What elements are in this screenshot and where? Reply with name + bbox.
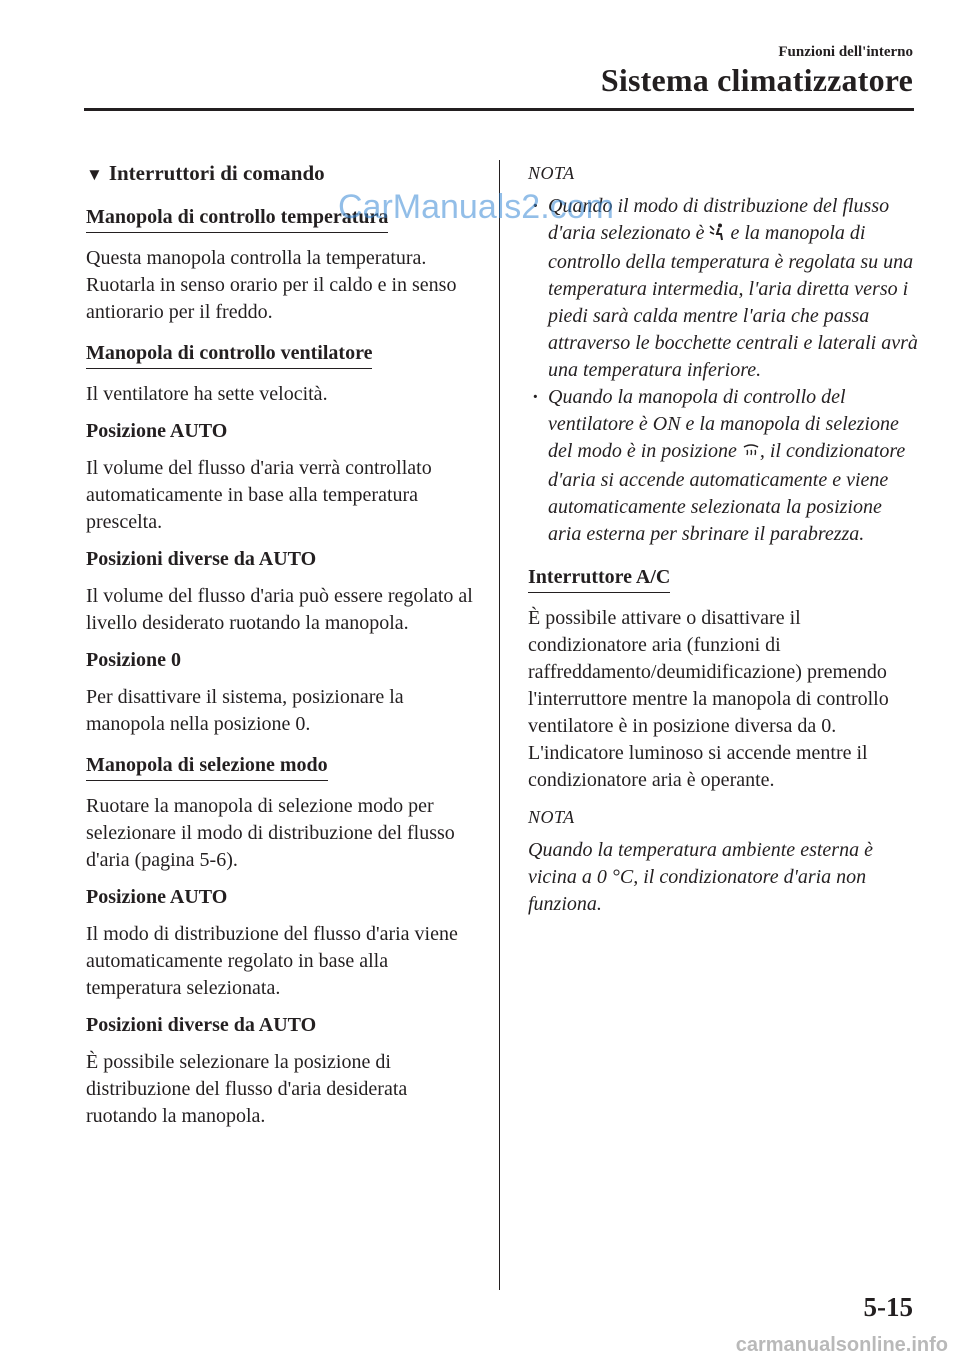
note-item-text: Quando la manopola di controllo del ventilatore è ON e la manopola di selezione del modo è in posizione [548,386,899,462]
mode-auto-label: Posizione AUTO [86,886,228,908]
mode-auto-text: Il modo di distribuzione del flusso d'aria viene automaticamente regolato in base alla temperatura selezionata. [86,923,458,999]
mode-other-label: Posizioni diverse da AUTO [86,1014,317,1036]
note-label: NOTA [528,163,575,183]
note-item-text: , il condizionatore d'aria si accende automaticamente e viene automaticamente selezionata la posizione aria esterna per sbrinare il parabrezza. [548,440,906,545]
floor-windshield-mode-icon [709,222,725,249]
fan-auto-text: Il volume del flusso d'aria verrà controllato automaticamente in base alla temperatura prescelta. [86,457,432,533]
mode-knob-text: Ruotare la manopola di selezione modo per selezionare il modo di distribuzione del flusso d'aria (pagina 5-6). [86,795,455,871]
list-item [528,384,920,548]
fan-knob-text: Il ventilatore ha sette velocità. [86,383,328,405]
fan-zero-text: Per disattivare il sistema, posizionare la manopola nella posizione 0. [86,686,404,735]
footer-watermark: carmanualsonline.info [735,1334,948,1356]
fan-knob-title: Manopola di controllo ventilatore [86,340,372,369]
mode-knob-title: Manopola di selezione modo [86,752,328,781]
header-section: Funzioni dell'interno [778,44,913,60]
watermark: CarManuals2.com [338,188,614,226]
section-heading [86,160,476,188]
note-text: Quando la temperatura ambiente esterna è vicina a 0 °C, il condizionatore d'aria non funziona. [528,839,873,915]
mode-other-text: È possibile selezionare la posizione di distribuzione del flusso d'aria desiderata ruotando la manopola. [86,1051,408,1127]
note-label: NOTA [528,807,575,827]
ac-indicator-text: L'indicatore luminoso si accende mentre il condizionatore aria è operante. [528,742,868,791]
fan-auto-label: Posizione AUTO [86,420,228,442]
note-item-text: Quando il modo di distribuzione del flusso d'aria selezionato è [548,195,890,244]
left-column [86,160,476,1140]
ac-switch-title: Interruttore A/C [528,564,670,593]
ac-switch-text: È possibile attivare o disattivare il condizionatore aria (funzioni di raffreddamento/deumidificazione) premendo l'interruttore mentre la manopola di controllo ventilatore è in posizione diversa da 0. [528,607,889,737]
page-number: 5-15 [863,1292,913,1322]
note-list [528,193,920,548]
fan-other-text: Il volume del flusso d'aria può essere regolato al livello desiderato ruotando la manopola. [86,585,473,634]
triangle-down-icon: ▼ [86,165,103,184]
temp-knob-text: Questa manopola controlla la temperatura. Ruotarla in senso orario per il caldo e in senso antiorario per il freddo. [86,247,457,323]
note-item-text: e la manopola di controllo della temperatura è regolata su una temperatura intermedia, l'aria diretta verso i piedi sarà calda mentre l'aria che passa attraverso le bocchette centrali e laterali avrà una temperatura inferiore. [548,222,918,381]
section-heading-text: Interruttori di comando [108,161,325,185]
defroster-icon [742,440,760,467]
header-rule [84,108,914,111]
fan-other-label: Posizioni diverse da AUTO [86,548,317,570]
temp-knob-title: Manopola di controllo temperatura [86,204,388,233]
page-title: Sistema climatizzatore [600,62,913,98]
column-divider [499,160,500,1290]
fan-zero-label: Posizione 0 [86,649,181,671]
right-column [528,160,920,928]
